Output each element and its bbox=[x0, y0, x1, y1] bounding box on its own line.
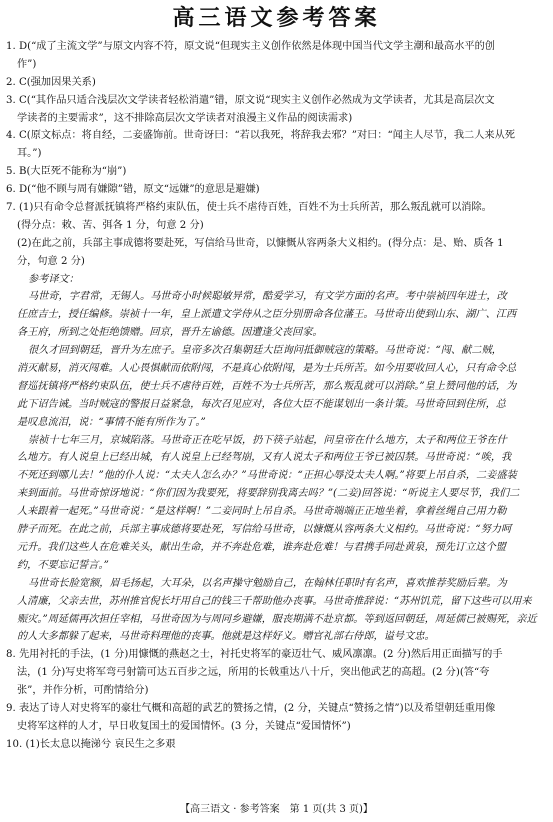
text-line: 9. 表达了诗人对史将军的豪壮气概和高超的武艺的赞扬之情，(2 分，关键点“赞扬之情”)以及希望朝廷重用像 bbox=[6, 702, 496, 714]
text-line: 的人大多都躲了起来，马世奇料理他的丧事。他就是这样好义。赠官礼部右侍郎，谥号文忠。 bbox=[17, 631, 435, 643]
text-line: 元升。我们这些人在危难关头，献出生命，并不奔赴危难，谁奔赴危难！与君携手同赴黄泉，预先订立这个盟 bbox=[17, 541, 506, 553]
text-line: 史将军这样的人才，早日收复国土的爱国情怀。(3 分，关键点“爱国情怀”) bbox=[17, 720, 351, 732]
text-line: 很久才回到朝廷，晋升为左庶子。皇帝多次召集朝廷大臣询问抵御贼寇的策略。马世奇说：“闯、献二贼， bbox=[28, 345, 502, 357]
text-line: 作”) bbox=[17, 58, 37, 70]
text-line: 么地方。有人说皇上已经出城，有人说皇上已经驾崩，又有人说太子和两位王爷已被囚禁。马世奇说：“唉，我 bbox=[17, 452, 512, 464]
text-line: 4. C(原文标点：将自经，二妾盛饰前。世奇讶曰：“若以我死，将辞我去邪？”对曰：“闻主人尽节，我二人来从死 bbox=[6, 130, 515, 142]
text-line: 2. C(强加因果关系) bbox=[6, 76, 96, 88]
text-line: 消灭献易，消灭闯难。人心畏惧献而依附闯，不是真心依附闯，是为士兵所苦。如今用要收回人心，只有命令总 bbox=[17, 363, 517, 375]
text-line: 5. B(大臣死不能称为“崩”) bbox=[6, 166, 127, 178]
text-line: 督巡抚镇将严格约束队伍，使士兵不虐待百姓，百姓不为士兵所苦，那么叛乱就可以消除。”皇上赞同他的话，为 bbox=[17, 380, 517, 392]
text-line: 人清廉，父亲去世，苏州推官倪长圩用自己的钱三千帮助他办丧事。马世奇推辞说：“苏州饥荒，留下这些可以用来 bbox=[17, 595, 532, 607]
text-line: 6. D(“他不顾与周有嫌隙”错，原文“远嫌”的意思是避嫌) bbox=[6, 184, 260, 196]
text-line: 10. (1)长太息以掩涕兮 哀民生之多艰 bbox=[6, 738, 176, 750]
text-line: 法，(1 分)写史将军弯弓射箭可达五百步之远，所用的长戟重达八十斤，突出他武艺的高超。(2 分)(答“夸 bbox=[17, 667, 490, 679]
text-line: 1. D(“成了主流文学”与原文内容不符，原文说“但现实主义创作依然是体现中国当代文学主潮和最高水平的创 bbox=[6, 41, 495, 52]
text-line: 来到面前。马世奇惊讶地说：“你们因为我要死，将要辞别我离去吗？”(二妾)回答说：“听说主人要尽节，我们二 bbox=[17, 488, 520, 500]
text-line: 各王府，所到之处拒绝馈赠。回京，晋升左谕德。因遭逢父丧回家。 bbox=[17, 327, 323, 339]
text-line: 人来跟着一起死。”马世奇说：“是这样啊！”二妾同时上吊自杀。马世奇端端正正地坐着，拿着丝绳自己用力勒 bbox=[17, 506, 507, 518]
text-line: 耳。”) bbox=[17, 148, 42, 160]
text-line: 参考译文： bbox=[28, 273, 79, 285]
text-line: 脖子而死。在此之前，兵部主事成德将要赴死，写信给马世奇，以慷慨从容两条大义相约。马世奇说：“努力呵 bbox=[17, 524, 512, 536]
text-line: 8. 先用衬托的手法，(1 分)用慷慨的燕赵之士，衬托史将军的豪迈壮气、威风凛凛。(2 分)然后用正面描写的手 bbox=[6, 649, 503, 661]
text-line: 马世奇长脸宽额，眉毛扬起，大耳朵，以名声操守勉励自己，在翰林任职时有名声，喜欢推荐奖励后辈。为 bbox=[28, 577, 507, 589]
text-line: 崇祯十七年三月，京城陷落。马世奇正在吃早饭，扔下筷子站起，问皇帝在什么地方，太子和两位王爷在什 bbox=[28, 434, 507, 446]
text-line: 任庶吉士，授任编修。崇祯十一年，皇上派遣文学侍从之臣分别册命各位藩王。马世奇出使到山东、湖广、江西 bbox=[17, 309, 517, 321]
text-line: 赈灾。”周延儒再次担任宰相，马世奇因为与周同乡避嫌，服丧期满不赴京都。等到返回朝廷，周延儒已被赐死，亲近 bbox=[17, 613, 537, 625]
text-line: (得分点：敕、苦、弭各 1 分，句意 2 分) bbox=[17, 219, 204, 231]
text-line: 分，句意 2 分) bbox=[17, 255, 85, 267]
text-line: (2)在此之前，兵部主事成德将要赴死，写信给马世奇，以慷慨从容两条大义相约。(得分点：是、贻、质各 1 bbox=[17, 237, 504, 249]
answer-body bbox=[6, 38, 547, 754]
page-footer: 【高三语文 · 参考答案 第 1 页(共 3 页)】 bbox=[180, 804, 373, 815]
text-line: 张”，并作分析，可酌情给分) bbox=[17, 685, 149, 697]
text-line: 7. (1)只有命令总督派抚镇将严格约束队伍，使士兵不虐待百姓，百姓不为士兵所苦，那么叛乱就可以消除。 bbox=[6, 202, 492, 214]
text-line: 约，不要忘记誓言。” bbox=[17, 559, 109, 571]
text-line: 3. C(“其作品只适合浅层次文学读者轻松消遣”错，原文说“现实主义创作必然成为文学读者，尤其是高层次文 bbox=[6, 94, 495, 106]
text-line: 不死还到哪儿去！”他的仆人说：“太夫人怎么办？”马世奇说：“正担心辱没太夫人啊。”将要上吊自杀，二妾盛装 bbox=[17, 470, 517, 482]
page-title: 高三语文参考答案 bbox=[172, 6, 381, 31]
text-line: 马世奇，字君常，无锡人。马世奇小时候聪敏异常，酷爱学习，有文学方面的名声。考中崇祯四年进士，改 bbox=[28, 291, 507, 303]
text-line: 是叹息流泪，说：“事情不能有所作为了。” bbox=[17, 416, 206, 428]
text-line: 学读者的主要需求”，这不排除高层次文学读者对浪漫主义作品的阅读需求) bbox=[17, 112, 353, 124]
text-line: 此下诏告诫。当时贼寇的警报日益紧急，每次召见应对，各位大臣不能谋划出一条计策。马世奇回到住所，总 bbox=[17, 398, 506, 410]
